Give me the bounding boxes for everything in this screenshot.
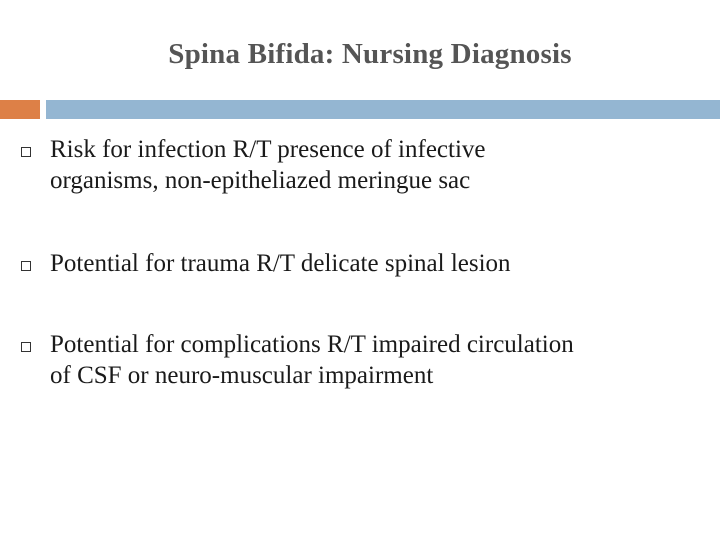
slide-title: Spina Bifida: Nursing Diagnosis — [168, 38, 572, 70]
bullet-text-line: Potential for complications R/T impaired circulation — [50, 331, 574, 358]
square-bullet-icon — [21, 261, 31, 271]
square-bullet-icon — [21, 147, 31, 157]
bullet-text-line: Potential for trauma R/T delicate spinal lesion — [50, 250, 511, 277]
bullet-text-line: organisms, non-epitheliazed meringue sac — [50, 167, 471, 194]
bullet-text — [50, 248, 710, 279]
square-bullet-icon — [21, 342, 31, 352]
bullet-text — [50, 134, 710, 196]
bullet-text-line: of CSF or neuro-muscular impairment — [50, 362, 434, 389]
bullet-text-line: Risk for infection R/T presence of infective — [50, 136, 486, 163]
bullet-text — [50, 329, 710, 391]
